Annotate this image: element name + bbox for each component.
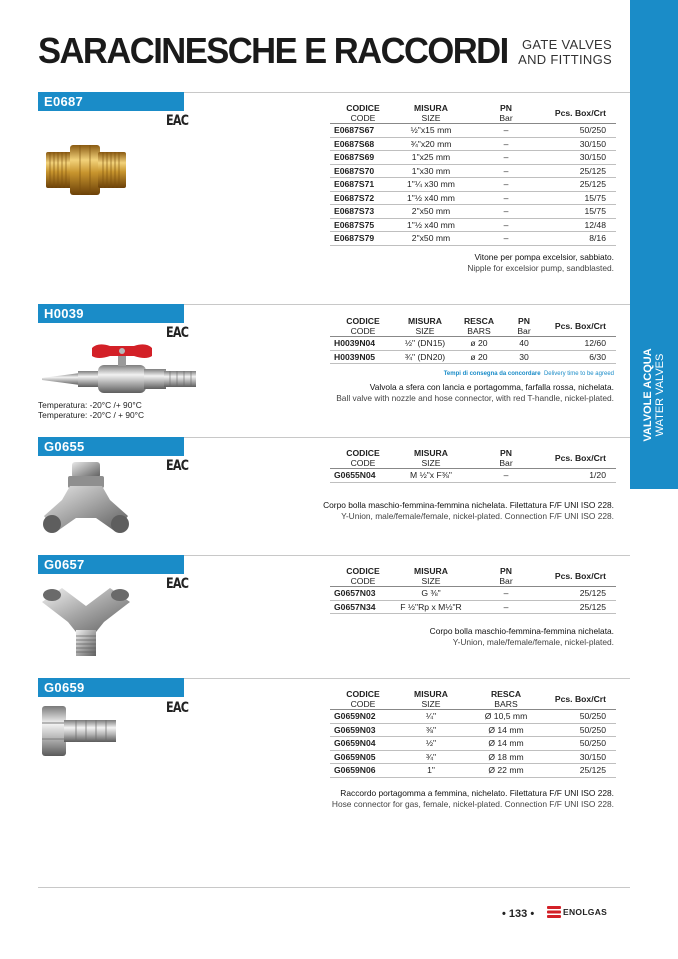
col-header-size: MISURA SIZE <box>414 566 448 586</box>
table-row: E0687S75 1"½ x40 mm – 12/48 <box>330 218 616 232</box>
category-label-en: WATER VALVES <box>654 353 666 437</box>
description-en: Y-Union, male/female/female, nickel-plated. Connection F/F UNI ISO 228. <box>341 511 614 521</box>
product-table-g0655 <box>330 448 616 483</box>
description-it: Raccordo portagomma a femmina, nichelato. Filettatura F/F UNI ISO 228. <box>340 788 614 798</box>
description-it: Vitone per pompa excelsior, sabbiato. <box>474 252 614 262</box>
brand-name: ENOLGAS <box>563 907 608 917</box>
eac-cert-mark: EAC <box>166 700 189 716</box>
table-row: G0659N05 ¾" Ø 18 mm 30/150 <box>330 750 616 764</box>
description-en: Ball valve with nozzle and hose connector, with red T-handle, nickel-plated. <box>336 393 614 403</box>
brand-logo <box>547 906 607 918</box>
eac-cert-mark: EAC <box>166 113 189 129</box>
table-row: E0687S67 ½"x15 mm – 50/250 <box>330 124 616 138</box>
col-header-pcs: Pcs. Box/Crt <box>554 571 606 581</box>
table-row: E0687S79 2"x50 mm – 8/16 <box>330 232 616 246</box>
description-en: Y-Union, male/female/female, nickel-plated. <box>452 637 614 647</box>
col-header-size: MISURA SIZE <box>414 448 448 468</box>
y-union-fitting-image <box>38 584 134 660</box>
table-row: H0039N05 ¾" (DN20) ø 20 30 6/30 <box>330 350 616 364</box>
delivery-note <box>444 371 614 377</box>
product-description <box>336 382 614 404</box>
eac-cert-mark: EAC <box>166 576 189 592</box>
description-it: Corpo bolla maschio-femmina-femmina nichelata. <box>429 626 614 636</box>
col-header-size: MISURA SIZE <box>408 316 442 336</box>
nipple-fitting-image <box>44 140 128 200</box>
table-row: G0655N04 M ½"x F⅜" – 1/20 <box>330 469 616 483</box>
table-row: E0687S72 1"½ x40 mm – 15/75 <box>330 191 616 205</box>
product-table-g0659 <box>330 689 616 778</box>
eac-cert-mark: EAC <box>166 325 189 341</box>
table-row: G0659N04 ½" Ø 14 mm 50/250 <box>330 737 616 751</box>
col-header-resca: RESCA BARS <box>463 316 495 336</box>
table-row: E0687S70 1"x30 mm – 25/125 <box>330 164 616 178</box>
col-header-code: CODICE CODE <box>346 689 380 709</box>
enolgas-logo-icon <box>547 906 561 918</box>
col-header-pcs: Pcs. Box/Crt <box>554 453 606 463</box>
temperature-it: Temperatura: -20°C /+ 90°C <box>38 400 142 410</box>
table-row: G0657N03 G ⅜" – 25/125 <box>330 587 616 601</box>
col-header-pn: PN Bar <box>499 103 513 123</box>
page-number: • 133 • <box>502 908 535 920</box>
product-table-g0657 <box>330 566 616 614</box>
product-table-e0687 <box>330 103 616 246</box>
product-description <box>430 626 614 648</box>
table-row: E0687S71 1"¼ x30 mm – 25/125 <box>330 178 616 192</box>
description-it: Corpo bolla maschio-femmina-femmina nichelata. Filettatura F/F UNI ISO 228. <box>323 500 614 510</box>
ball-valve-image <box>40 340 198 396</box>
description-en: Hose connector for gas, female, nickel-plated. Connection F/F UNI ISO 228. <box>331 799 614 809</box>
product-description <box>467 252 614 274</box>
subtitle-line-1: GATE VALVES <box>522 37 612 52</box>
product-description <box>332 788 614 810</box>
col-header-pn: PN Bar <box>499 448 513 468</box>
col-header-code: CODICE CODE <box>346 566 380 586</box>
product-code-badge: G0657 <box>38 555 184 574</box>
product-table-h0039 <box>330 316 616 364</box>
eac-cert-mark: EAC <box>166 458 189 474</box>
table-row: E0687S68 ¾"x20 mm – 30/150 <box>330 137 616 151</box>
col-header-pcs: Pcs. Box/Crt <box>554 694 606 704</box>
category-label <box>642 348 666 441</box>
col-header-resca: RESCA BARS <box>490 689 522 709</box>
col-header-code: CODICE CODE <box>346 103 380 123</box>
hose-connector-image <box>40 702 118 760</box>
col-header-code: CODICE CODE <box>346 448 380 468</box>
y-union-fitting-image <box>40 460 132 540</box>
table-row: G0659N03 ⅜" Ø 14 mm 50/250 <box>330 723 616 737</box>
col-header-code: CODICE CODE <box>346 316 380 336</box>
footer-divider <box>38 887 630 888</box>
subtitle-line-2: AND FITTINGS <box>518 52 612 67</box>
table-row: E0687S73 2"x50 mm – 15/75 <box>330 205 616 219</box>
product-code-badge: E0687 <box>38 92 184 111</box>
col-header-pcs: Pcs. Box/Crt <box>554 108 606 118</box>
delivery-note-it: Tempi di consegna da concordare <box>443 371 541 377</box>
col-header-pn: PN Bar <box>499 566 513 586</box>
delivery-note-en: Delivery time to be agreed <box>543 371 614 377</box>
table-row: E0687S69 1"x25 mm – 30/150 <box>330 151 616 165</box>
col-header-size: MISURA SIZE <box>414 103 448 123</box>
page-title: SARACINESCHE E RACCORDI <box>38 30 508 71</box>
table-row: G0659N06 1" Ø 22 mm 25/125 <box>330 764 616 778</box>
category-side-tab <box>630 0 678 489</box>
table-row: H0039N04 ½" (DN15) ø 20 40 12/60 <box>330 337 616 351</box>
temperature-range <box>38 400 144 420</box>
product-code-badge: H0039 <box>38 304 184 323</box>
col-header-size: MISURA SIZE <box>414 689 448 709</box>
temperature-en: Temperature: -20°C / + 90°C <box>38 410 145 420</box>
product-code-badge: G0655 <box>38 437 184 456</box>
description-it: Valvola a sfera con lancia e portagomma, farfalla rossa, nichelata. <box>369 382 614 392</box>
table-row: G0657N34 F ½"Rp x M½"R – 25/125 <box>330 600 616 614</box>
table-row: G0659N02 ¼" Ø 10,5 mm 50/250 <box>330 710 616 724</box>
page-subtitle <box>518 37 612 67</box>
category-label-it: VALVOLE ACQUA <box>642 348 654 442</box>
description-en: Nipple for excelsior pump, sandblasted. <box>467 263 614 273</box>
col-header-pcs: Pcs. Box/Crt <box>554 321 606 331</box>
product-description <box>323 500 614 522</box>
product-code-badge: G0659 <box>38 678 184 697</box>
col-header-pn: PN Bar <box>517 316 531 336</box>
